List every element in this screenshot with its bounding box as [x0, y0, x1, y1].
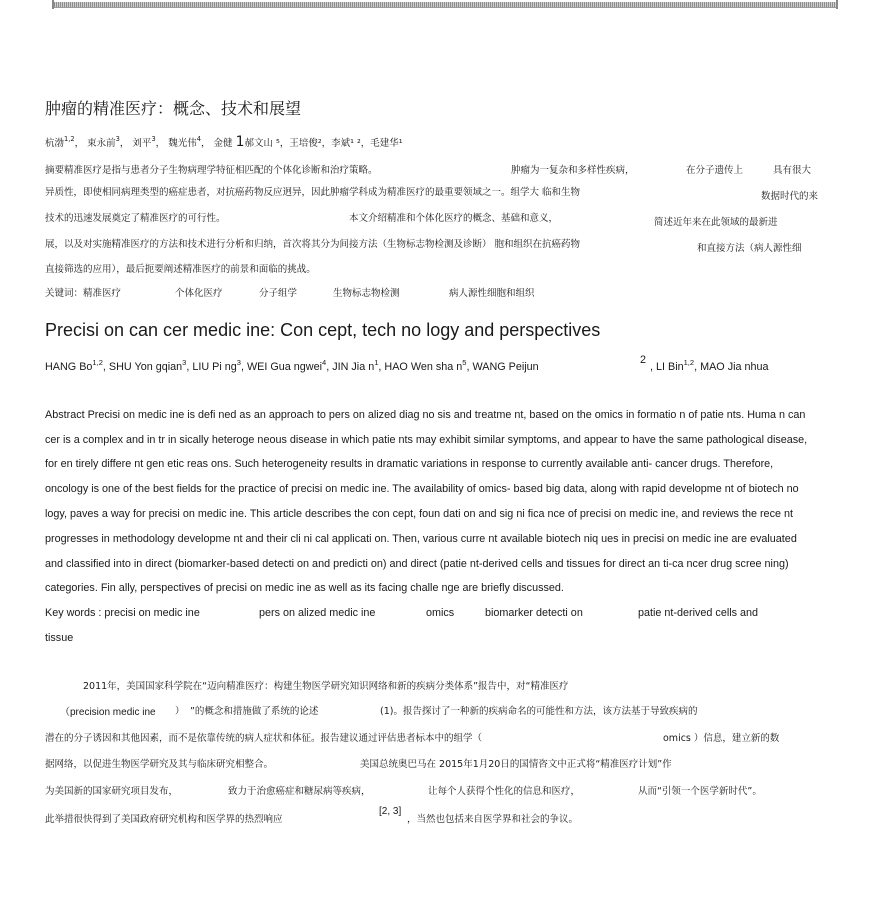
keyword-en: pers on alized medic ine [259, 607, 376, 619]
abstract-cn-line: 摘要精准医疗是指与患者分子生物病理学特征相匹配的个体化诊断和治疗策略。 [45, 165, 378, 176]
abstract-cn-fragment: 本文介绍精准和个体化医疗的概念、基础和意义， [349, 213, 559, 224]
body-cn-fragment: （precision medic ine [60, 707, 156, 718]
affil-sup: 4 [196, 135, 201, 143]
abstract-cn-line: 展，以及对实施精准医疗的方法和技术进行分析和归纳，首次将其分为间接方法（生物标志物检测及诊断） 胞和组织在抗癌药物 [45, 239, 581, 250]
affil-sup: 5 [462, 358, 467, 367]
body-cn-fragment: (1)。报告探讨了一种新的疾病命名的可能性和方法，该方法基于导致疾病的 [380, 706, 698, 717]
abstract-cn-fragment: 简述近年来在此领域的最新进 [654, 217, 778, 228]
author-cn-4: 魏光伟 [168, 138, 197, 149]
author-en-7: , WANG Peijun [466, 361, 539, 373]
keyword-cn: 生物标志物检测 [333, 288, 400, 299]
citation-ref: [2, 3] [379, 806, 402, 817]
keyword-cn: 病人源性细胞和组织 [449, 288, 535, 299]
separator: ， [200, 138, 211, 149]
body-cn-fragment: ”的概念和措施做了系统的论述 [190, 706, 319, 717]
affil-sup: 3 [115, 135, 120, 143]
separator: ， [74, 138, 85, 149]
keyword-cn: 分子组学 [259, 288, 298, 299]
keywords-en-label: Key words : precisi on medic ine [45, 607, 200, 619]
abstract-en-line: for en tirely differe nt gen etic reas ons. Such heterogeneity results in dramatic variations in response to currently available anti- cancer drugs. Therefore, [45, 458, 774, 470]
body-cn-line: 为美国新的国家研究项目发布， [45, 786, 179, 797]
body-cn-fragment: 致力于治愈癌症和糖尿病等疾病， [228, 786, 371, 797]
title-chinese: 肿瘤的精准医疗：概念、技术和展望 [45, 99, 302, 118]
abstract-en-line: oncology is one of the best fields for the practice of precisi on medic ine. The availability of omics- based big data, along with rapid developme nt of biotech no [45, 483, 799, 495]
abstract-cn-fragment: 和直接方法（病人源性细 [697, 243, 802, 254]
abstract-en-line: and classified into in direct (biomarker-based detecti on and predicti on) and direct (patie nt-derived cells and tissues for direct an ti-ca ncer drug scree ning) [45, 558, 789, 570]
header-rule-right-cap [836, 0, 838, 9]
abstract-cn-fragment: 肿瘤为一复杂和多样性疾病， [511, 165, 635, 176]
abstract-en-line: progresses in methodology developme nt and their cli ni cal applicati on. Then, various curre nt available biotech niq ues in precisi on medic ine are evaluated [45, 533, 797, 545]
body-cn-fragment: ） [175, 706, 185, 717]
affil-sup: 3 [236, 358, 241, 367]
abstract-cn-fragment: 数据时代的来 [761, 191, 819, 202]
affil-sup: 1,2 [64, 135, 75, 143]
body-cn-fragment: 美国总统奥巴马在 2015年1月20日的国情咨文中正式将“精准医疗计划”作 [360, 759, 672, 770]
abstract-en-line: cer is a complex and in tr in sically heteroge neous disease in which patie nts may exhibit similar symptoms, and appear to have the same pathological disease, [45, 434, 808, 446]
abstract-cn-line: 直接筛选的应用），最后扼要阐述精准医疗的前景和面临的挑战。 [45, 264, 316, 275]
body-cn-fragment: omics ）信息，建立新的数 [663, 733, 780, 744]
author-en-9: , MAO Jia nhua [694, 361, 769, 373]
author-cn-3: 刘平 [132, 138, 152, 149]
body-cn-line: 2011年，美国国家科学院在“迈向精准医疗：构建生物医学研究知识网络和新的疾病分类体系”报告中，对“精准医疗 [83, 681, 569, 692]
body-cn-fragment: 让每个人获得个性化的信息和医疗， [428, 786, 581, 797]
abstract-cn-fragment: 具有很大 [773, 165, 812, 176]
authors-english-tail [650, 358, 769, 373]
affil-large: 1 [235, 134, 245, 150]
authors-cn-rest: 郝文山 ⁵，王培俊²，李斌¹ ²，毛建华¹ [244, 138, 403, 149]
author-cn-2: 束永前 [87, 138, 116, 149]
abstract-cn-line: 技术的迅速发展奠定了精准医疗的可行性。 [45, 213, 226, 224]
separator: ， [155, 138, 166, 149]
keyword-en-continued: tissue [45, 632, 74, 644]
author-en-3: , LIU Pi ng [186, 361, 237, 373]
author-en-1: HANG Bo [45, 361, 93, 373]
author-en-4: , WEI Gua ngwei [240, 361, 322, 373]
author-en-2: , SHU Yon gqian [102, 361, 183, 373]
author-en-5: , JIN Jia n [326, 361, 375, 373]
affil-sup: 2 [640, 354, 647, 366]
author-en-8: , LI Bin [650, 361, 684, 373]
keyword-cn: 个体化医疗 [175, 288, 223, 299]
authors-chinese [45, 134, 403, 150]
header-rule [52, 2, 838, 8]
affil-sup: 4 [322, 358, 327, 367]
affil-sup: 1,2 [92, 358, 103, 367]
abstract-cn-line: 异质性，即使相同病理类型的癌症患者，对抗癌药物反应迥异，因此肿瘤学科成为精准医疗的最重要领域之一。组学大 临和生物 [45, 187, 581, 198]
body-cn-fragment: 从而“引领一个医学新时代”。 [638, 786, 762, 797]
keyword-en: patie nt-derived cells and [638, 607, 759, 619]
separator: ， [119, 138, 130, 149]
body-cn-line: 潜在的分子诱因和其他因素，而不是依靠传统的病人症状和体征。报告建议通过评估患者标本中的组学（ [45, 733, 483, 744]
keyword-en: omics [426, 607, 455, 619]
abstract-en-line: Abstract Precisi on medic ine is defi ned as an approach to pers on alized diag no sis and treatme nt, based on the omics in formatio n of patie nts. Huma n can [45, 409, 806, 421]
affil-sup: 1 [374, 358, 379, 367]
author-cn-1: 杭渤 [45, 138, 65, 149]
body-cn-line: 据网络，以促进生物医学研究及其与临床研究相整合。 [45, 759, 274, 770]
title-english: Precisi on can cer medic ine: Con cept, tech no logy and perspectives [45, 320, 601, 340]
affil-sup: 1,2 [683, 358, 695, 367]
author-cn-5: 金健 [213, 138, 233, 149]
authors-english [45, 358, 539, 373]
body-cn-line: 此举措很快得到了美国政府研究机构和医学界的热烈响应 [45, 814, 283, 825]
abstract-en-line: logy, paves a way for precisi on medic ine. This article describes the con cept, foun dati on and sig ni fica nce of precisi on medic ine, and reviews the rece nt [45, 508, 793, 520]
affil-sup: 3 [151, 135, 156, 143]
keyword-en: biomarker detecti on [485, 607, 583, 619]
affil-sup-floating [640, 354, 646, 366]
abstract-en-line: categories. Fin ally, perspectives of precisi on medic ine as well as its facing challe nge are briefly discussed. [45, 582, 564, 594]
abstract-cn-fragment: 在分子遗传上 [686, 165, 744, 176]
body-cn-fragment: ，当然也包括来自医学界和社会的争议。 [407, 814, 579, 825]
affil-sup: 3 [182, 358, 187, 367]
keywords-cn-label: 关键词：精准医疗 [45, 288, 122, 299]
author-en-6: , HAO Wen sha n [378, 361, 463, 373]
header-rule-left-cap [52, 0, 54, 9]
